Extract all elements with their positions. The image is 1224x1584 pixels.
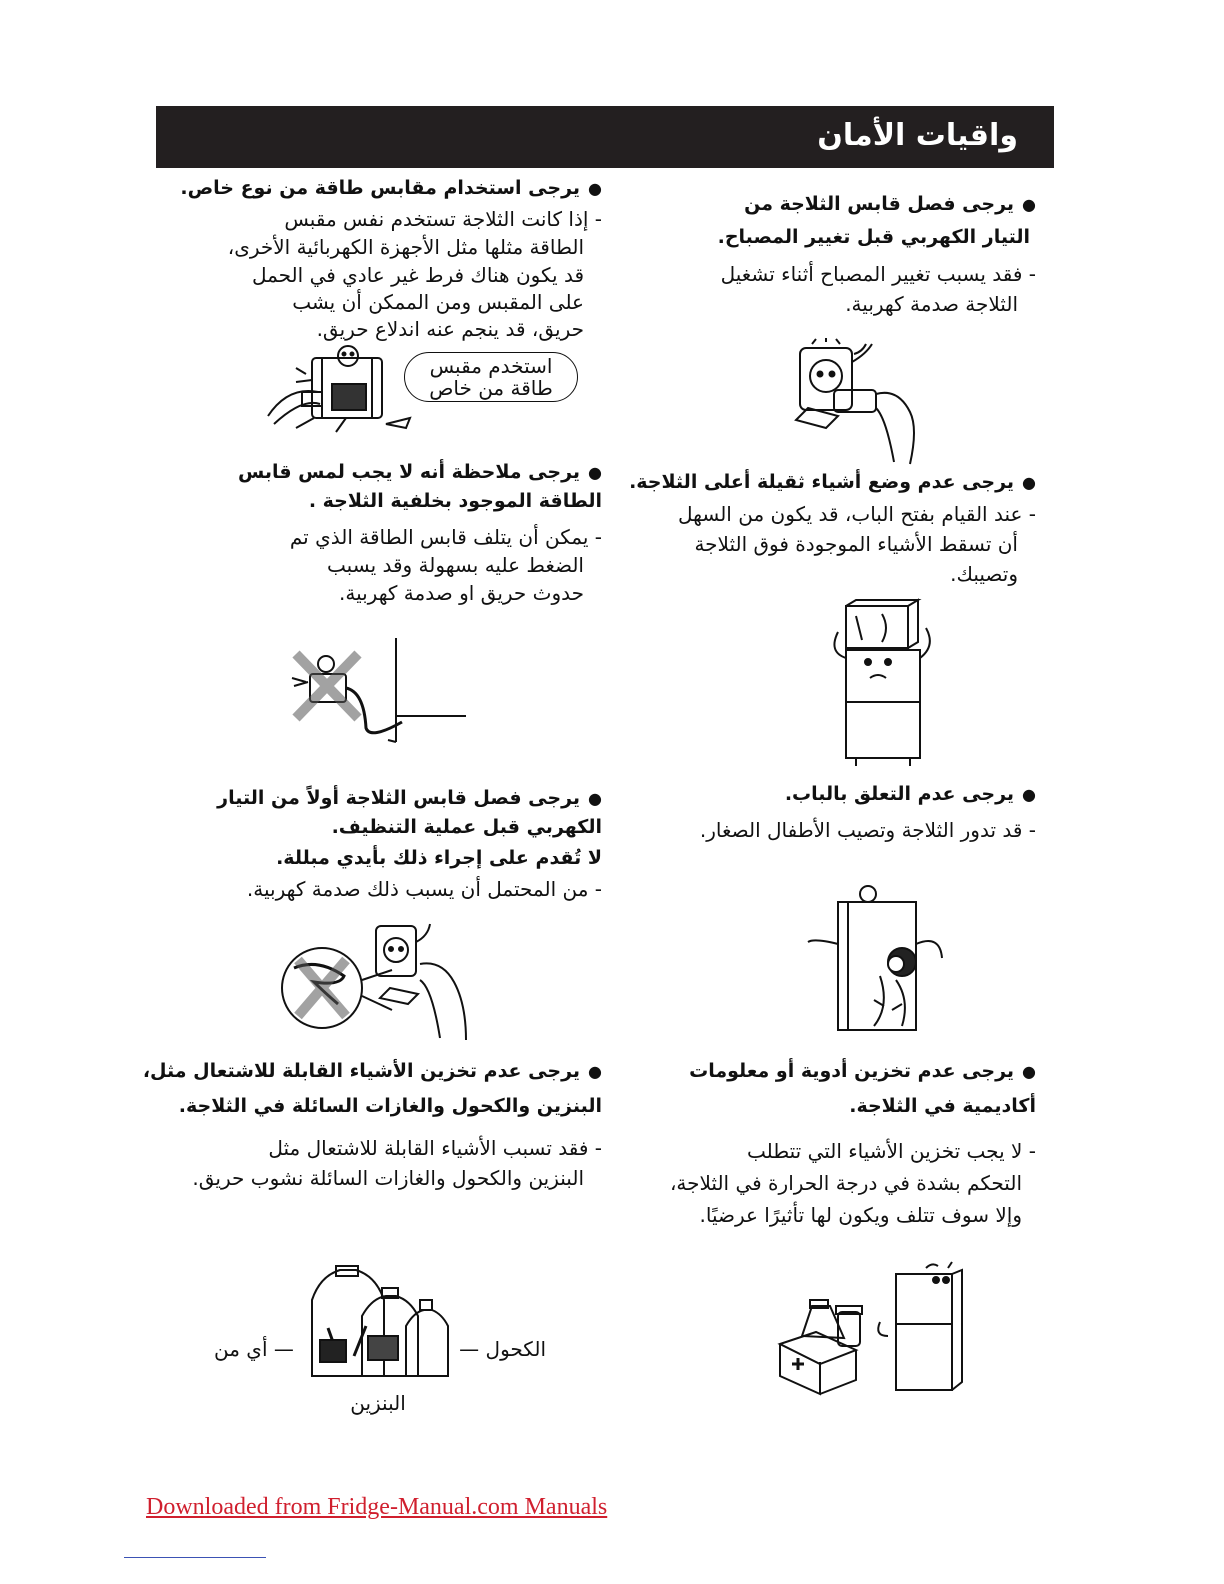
item-body-line: - إذا كانت الثلاجة تستخدم نفس مقبس [284, 207, 602, 231]
item-title-line: ●يرجى ملاحظة أنه لا يجب لمس قابس [238, 461, 602, 483]
flammables-label-alcohol: الكحول — [459, 1337, 546, 1361]
item-title-line: ●يرجى عدم وضع أشياء ثقيلة أعلى الثلاجة. [629, 471, 1036, 493]
safety-item-flammables [62, 1054, 602, 1193]
unplug-lamp-illustration [790, 338, 920, 466]
item-title-line: التيار الكهربي قبل تغيير المصباح. [717, 226, 1030, 248]
item-body-line: قد يكون هناك فرط غير عادي في الحمل [251, 263, 584, 287]
item-body-line: التحكم بشدة في درجة الحرارة في الثلاجة، [669, 1171, 1022, 1195]
item-title-line: الطاقة الموجود بخلفية الثلاجة . [308, 490, 602, 512]
item-body-line: وتصيبك. [950, 562, 1018, 586]
bullet-icon: ● [1022, 1062, 1036, 1081]
safety-item-power-plug [82, 458, 602, 607]
power-plug-illustration [284, 634, 474, 746]
item-body-line: أن تسقط الأشياء الموجودة فوق الثلاجة [694, 532, 1018, 556]
item-title-line: ●يرجى فصل قابس الثلاجة أولاً من التيار [217, 787, 602, 809]
bullet-icon: ● [1022, 785, 1036, 804]
item-body-line: الضغط عليه بسهولة وقد يسبب [327, 553, 584, 577]
special-outlet-caption [404, 352, 578, 402]
item-body-line: - فقد يسبب تغيير المصباح أثناء تشغيل [720, 262, 1036, 286]
flammables-label-any-of: — أي من [214, 1337, 294, 1361]
item-body-line: - فقد تسبب الأشياء القابلة للاشتعال مثل [268, 1136, 602, 1160]
item-body-line: البنزين والكحول والغازات السائلة نشوب حريق. [192, 1166, 584, 1190]
bullet-icon: ● [1022, 195, 1036, 214]
safety-item-special-outlet [82, 172, 602, 343]
item-title-line: ●يرجى فصل قابس الثلاجة من [744, 193, 1036, 215]
item-body-line: الطاقة مثلها مثل الأجهزة الكهربائية الأخرى، [227, 235, 584, 259]
caption-line: استخدم مقبس [429, 354, 553, 378]
bullet-icon: ● [588, 179, 602, 198]
footer-rule [124, 1557, 266, 1558]
item-title-line: ●يرجى عدم تخزين الأشياء القابلة للاشتعال مثل، [142, 1060, 602, 1082]
footer-download-link[interactable]: Downloaded from Fridge-Manual.com Manuals [146, 1494, 608, 1520]
item-body-line: حريق، قد ينجم عنه اندلاع حريق. [316, 317, 584, 341]
item-title-line: الكهربي قبل عملية التنظيف. [331, 816, 602, 838]
heavy-objects-illustration [826, 598, 936, 768]
unplug-cleaning-illustration [280, 920, 480, 1042]
item-body-line: - يمكن أن يتلف قابس الطاقة الذي تم [289, 525, 602, 549]
item-body-line: - من المحتمل أن يسبب ذلك صدمة كهربية. [246, 877, 602, 901]
medicines-illustration [776, 1266, 976, 1396]
hang-door-illustration [800, 884, 950, 1034]
page-title: واقيات الأمان [817, 118, 1018, 153]
bullet-icon: ● [588, 1062, 602, 1081]
item-title-line: ●يرجى استخدام مقابس طاقة من نوع خاص. [180, 177, 602, 199]
item-body-line: - لا يجب تخزين الأشياء التي تتطلب [746, 1139, 1036, 1163]
item-title-line: ●يرجى عدم التعلق بالباب. [784, 783, 1036, 805]
safety-item-unplug-cleaning [82, 784, 602, 904]
item-body-line: وإلا سوف تتلف ويكون لها تأثيرًا عرضيًا. [699, 1203, 1022, 1227]
item-title-line: أكاديمية في الثلاجة. [849, 1095, 1036, 1117]
item-body-line: - قد تدور الثلاجة وتصيب الأطفال الصغار. [699, 818, 1036, 842]
item-body-line: حدوث حريق او صدمة كهربية. [338, 581, 584, 605]
bullet-icon: ● [588, 789, 602, 808]
item-title-line: ●يرجى عدم تخزين أدوية أو معلومات [689, 1060, 1036, 1082]
bullet-icon: ● [588, 463, 602, 482]
special-outlet-illustration [266, 344, 426, 440]
item-body-line: على المقبس ومن الممكن أن يشب [292, 290, 584, 314]
item-body-line: - عند القيام بفتح الباب، قد يكون من السهل [678, 502, 1036, 526]
flammables-label-gasoline: البنزين [350, 1391, 406, 1415]
item-title-line: لا تُقدم على إجراء ذلك بأيدي مبللة. [276, 847, 602, 869]
item-body-line: الثلاجة صدمة كهربية. [845, 292, 1018, 316]
bullet-icon: ● [1022, 473, 1036, 492]
section-header [156, 106, 1054, 168]
item-title-line: البنزين والكحول والغازات السائلة في الثلاجة. [178, 1095, 602, 1117]
caption-line: طاقة من خاص [429, 376, 553, 400]
flammables-illustration [306, 1266, 456, 1382]
